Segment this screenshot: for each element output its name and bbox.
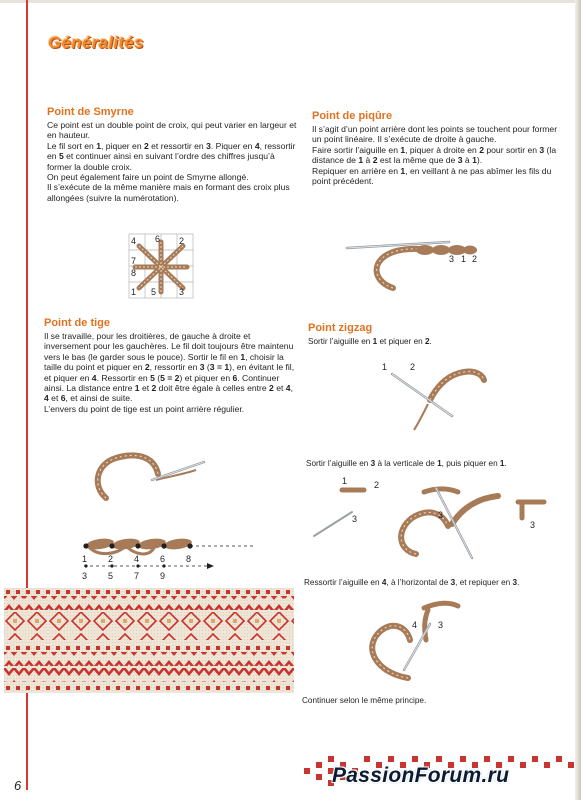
smyrne-label: 5 bbox=[151, 287, 157, 297]
zigzag-step2-diagram bbox=[312, 474, 562, 570]
tige-label: 5 bbox=[108, 571, 114, 581]
tige-label: 4 bbox=[134, 554, 140, 564]
tige-label: 6 bbox=[160, 554, 166, 564]
zigzag-step1-diagram bbox=[378, 358, 498, 438]
smyrne-label: 8 bbox=[131, 268, 137, 278]
zigzag-step2-text: Sortir l’aiguille en 3 à la verticale de 1, puis piquer en 1. bbox=[306, 459, 507, 468]
zigzag-label: 2 bbox=[410, 362, 416, 372]
embroidery-photo bbox=[4, 588, 294, 693]
zigzag-label: 2 bbox=[374, 480, 380, 490]
smyrne-label: 6 bbox=[155, 234, 161, 244]
tige-label: 8 bbox=[186, 554, 192, 564]
smyrne-label: 2 bbox=[179, 236, 185, 246]
zigzag-label: 3 bbox=[530, 520, 536, 530]
zigzag-step3-diagram bbox=[358, 594, 468, 686]
smyrne-label: 3 bbox=[179, 287, 185, 297]
piqure-label: 1 bbox=[461, 254, 467, 264]
tige-text: Il se travaille, pour les droitières, de gauche à droite et inversement pour les gauchères. Le fil doit toujours être maintenu vers le bas (le garder sous le pouce). Sortir le fil en 1, choisir la taille du point et piquer en 2, ressortir en 3 (3 = 1), en évitant le fil, et piquer en 4. Ressortir en 5 (5 = 2) et piquer en 6. Continuer ainsi. La distance entre 1 et 2 doit être égale à celles entre 2 et 4, 4 et 6, et ainsi de suite. L’envers du point de tige est un point arrière régulier. bbox=[44, 331, 295, 414]
tige-label: 1 bbox=[82, 554, 88, 564]
tige-diagram-line bbox=[78, 532, 258, 582]
piqure-label: 3 bbox=[449, 254, 455, 264]
footer-watermark: PassionForum.ru bbox=[332, 764, 510, 787]
tige-label: 3 bbox=[82, 571, 88, 581]
smyrne-label: 7 bbox=[131, 256, 137, 266]
zigzag-label: 3 bbox=[438, 620, 444, 630]
page-number: 6 bbox=[14, 778, 22, 793]
zigzag-step1-text: Sortir l’aiguille en 1 et piquer en 2. bbox=[308, 337, 432, 346]
smyrne-diagram bbox=[125, 232, 197, 300]
zigzag-label: 3 bbox=[438, 510, 444, 520]
smyrne-title: Point de Smyrne bbox=[47, 106, 134, 118]
page-title: Généralités bbox=[48, 33, 144, 52]
zigzag-step4-text: Continuer selon le même principe. bbox=[302, 696, 427, 705]
piqure-title: Point de piqûre bbox=[312, 110, 393, 122]
tige-label: 2 bbox=[108, 554, 114, 564]
piqure-label: 2 bbox=[472, 254, 478, 264]
zigzag-title: Point zigzag bbox=[308, 322, 373, 334]
zigzag-label: 3 bbox=[352, 514, 358, 524]
smyrne-label: 4 bbox=[131, 236, 137, 246]
zigzag-step3-text: Ressortir l’aiguille en 4, à l’horizontal de 3, et repiquer en 3. bbox=[304, 578, 520, 587]
tige-label: 7 bbox=[134, 571, 140, 581]
tige-diagram-curve bbox=[92, 440, 212, 508]
smyrne-label: 1 bbox=[131, 287, 137, 297]
piqure-diagram bbox=[345, 228, 495, 294]
zigzag-label: 1 bbox=[382, 362, 388, 372]
piqure-text: Il s’agit d’un point arrière dont les points se touchent pour former un point linéaire. Il s’exécute de droite à gauche. Faire sortir l’aiguille en 1, piquer à droite en 2 pour sortir en 3 (la distance de 1 à 2 est la même que de 3 à 1). Repiquer en arrière en 1, en veillant à ne pas abîmer les fils du point précédent. bbox=[312, 124, 558, 187]
zigzag-label: 4 bbox=[412, 620, 418, 630]
tige-label: 9 bbox=[160, 571, 166, 581]
zigzag-label: 1 bbox=[342, 476, 348, 486]
page-right-edge bbox=[575, 0, 581, 800]
smyrne-text: Ce point est un double point de croix, qui peut varier en largeur et en hauteur. Le fil sort en 1, piquer en 2 et ressortir en 3. Piquer en 4, ressortir en 5 et continuer ainsi en suivant l’ordre des chiffres jusqu’à former la double croix. On peut également faire un point de Smyrne allongé. Il s’exécute de la même manière mais en formant des croix plus allongées (suivre la numérotation). bbox=[47, 120, 297, 203]
page-top-edge bbox=[0, 0, 581, 3]
tige-title: Point de tige bbox=[44, 317, 110, 329]
